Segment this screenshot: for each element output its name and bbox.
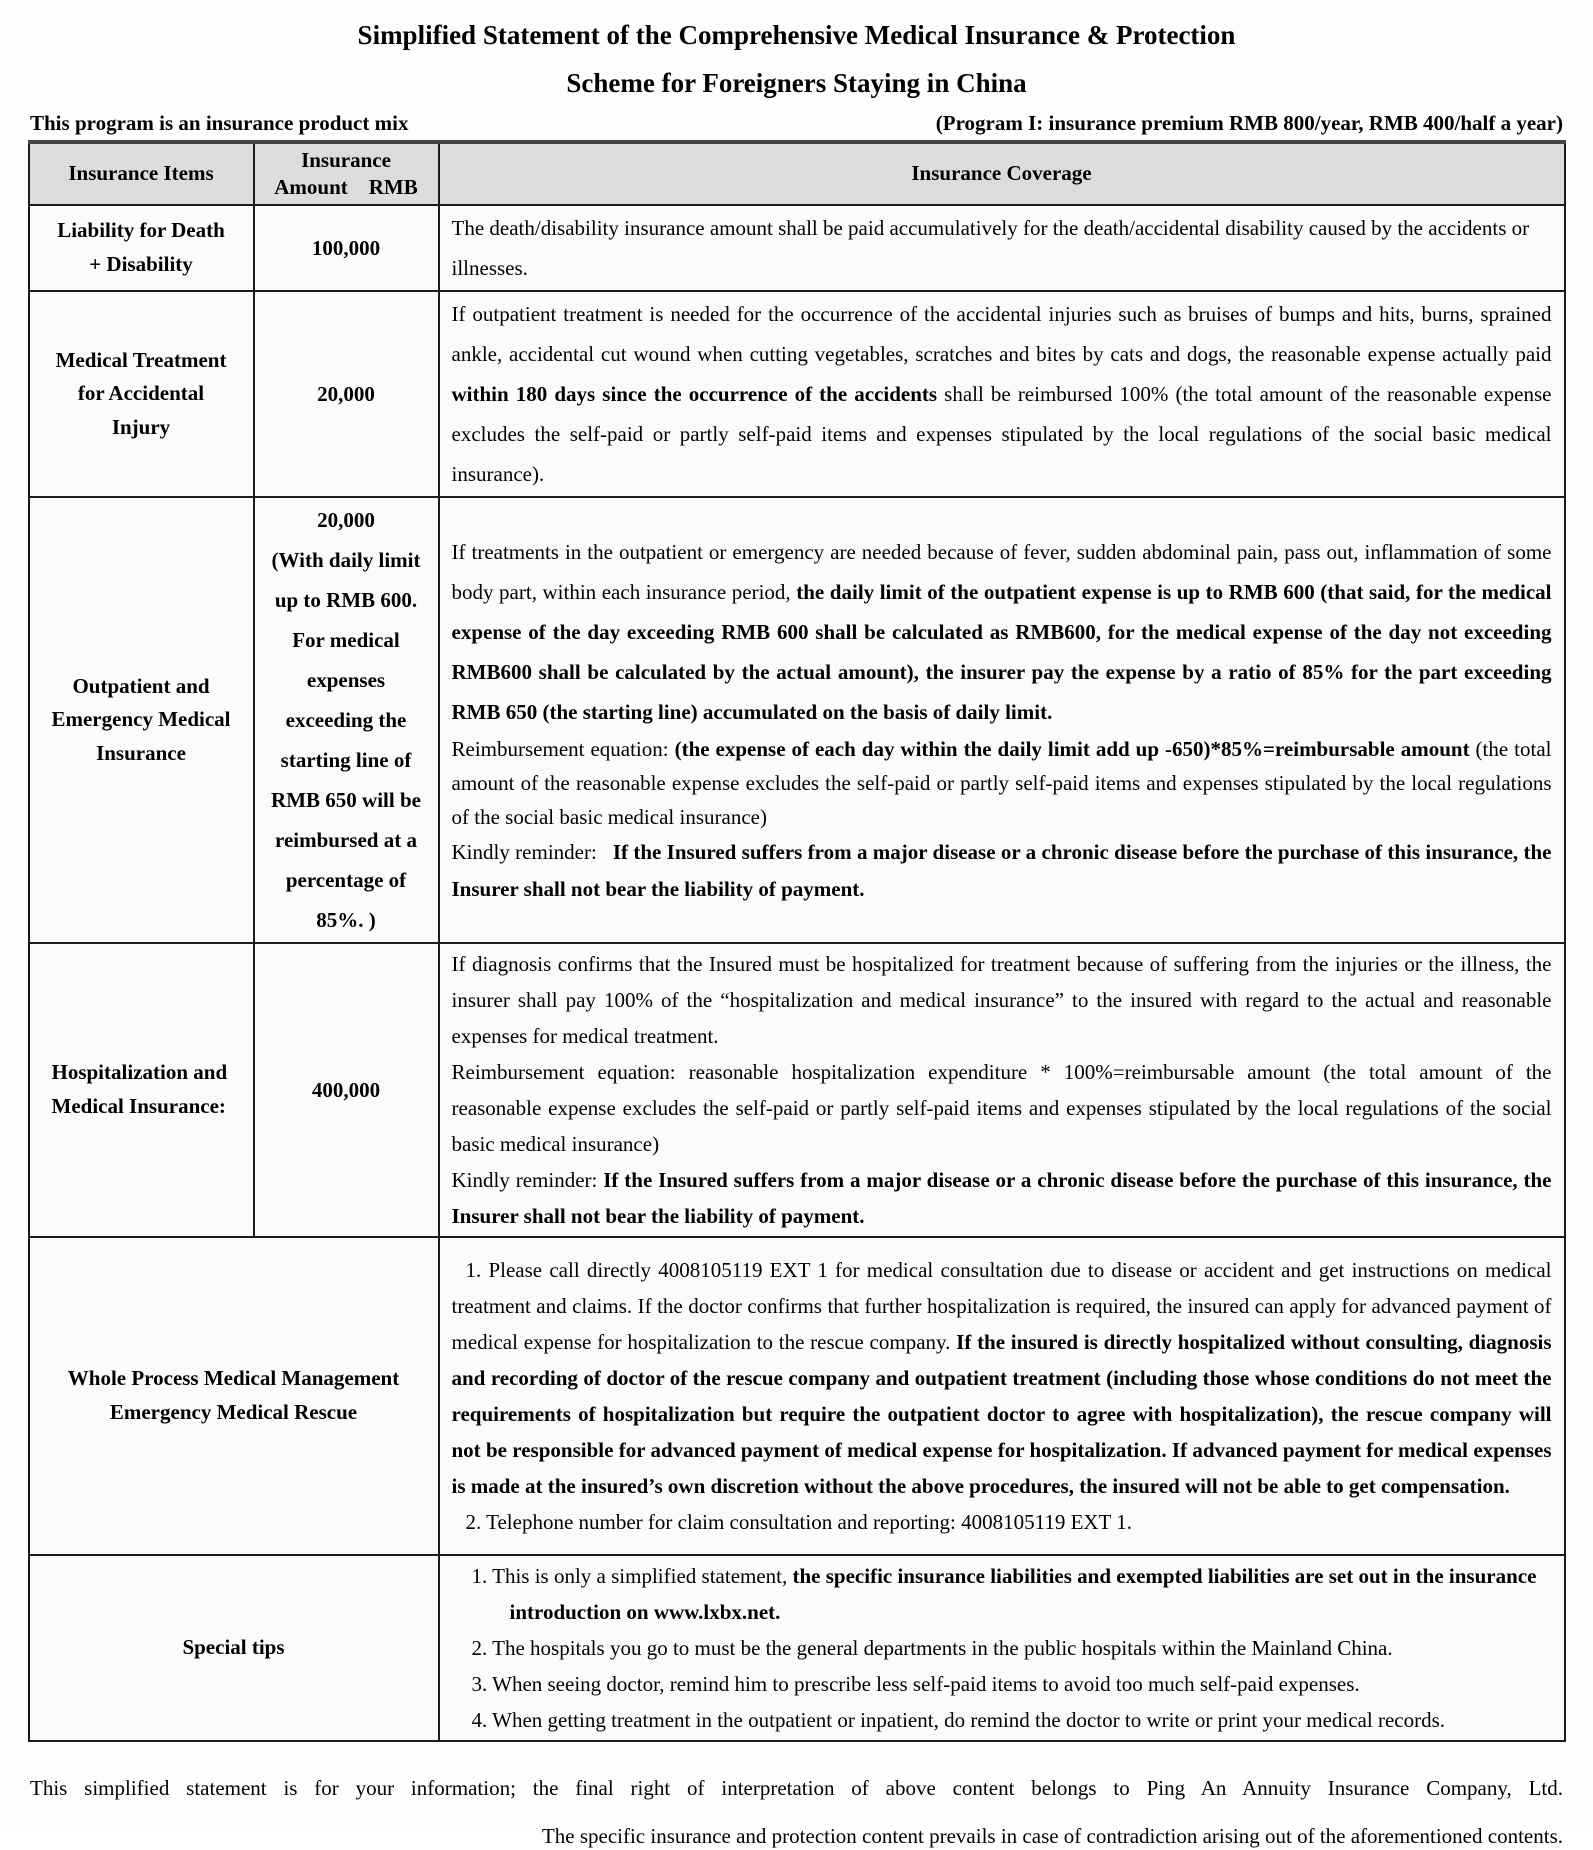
coverage-text: Reimbursement equation: — [451, 737, 675, 761]
insurance-item-line: Injury — [111, 414, 171, 439]
insurance-item-line: Outpatient and — [72, 673, 210, 698]
coverage-text: 1. This is only a simplified statement, — [471, 1564, 793, 1588]
coverage-paragraph — [452, 834, 1552, 908]
insurance-item-line: Special tips — [182, 1635, 285, 1660]
coverage-text-bold: If the Insured suffers from a major disease or a chronic disease before the purchase of this insurance, the Insurer shall not bear the liability of payment. — [451, 840, 1552, 901]
coverage-text-bold: the specific insurance liabilities and exempted liabilities are set out in the insurance introduction on www.lxbx.net. — [509, 1564, 1537, 1624]
insurance-item-cell — [29, 1555, 439, 1741]
program-right-label: (Program I: insurance premium RMB 800/year, RMB 400/half a year) — [935, 111, 1563, 135]
coverage-text-bold: within 180 days since the occurrence of the accidents — [451, 382, 938, 406]
insurance-amount-line: For medical — [292, 628, 400, 652]
coverage-text: 1. Please call directly 4008105119 EXT 1 for medical consultation due to disease or accident and get instructions on medical treatment and claims. If the doctor confirms that further hospitalization is required, the insured can apply for advanced payment of medical expense for hospitalization to the rescue company. — [451, 1258, 1552, 1354]
footer-disclaimer-line1: This simplified statement is for your information; the final right of interpretation of above content belongs to Ping An Annuity Insurance Company, Ltd. — [30, 1776, 1563, 1800]
coverage-text: If diagnosis confirms that the Insured must be hospitalized for treatment because of suffering from the injuries or the illness, the insurer shall pay 100% of the “hospitalization and medical insurance” to the insured with regard to the actual and reasonable expenses for medical treatment. — [451, 952, 1552, 1048]
program-line — [30, 110, 1563, 136]
coverage-text-bold: If the insured is directly hospitalized without consulting, diagnosis and recording of doctor of the rescue company and outpatient treatment (including those whose conditions do not meet the requirements of hospitalization but require the outpatient doctor to agree with hospitalization), the rescue company will not be responsible for advanced payment of medical expense for hospitalization. If advanced payment for medical expenses is made at the insured’s own discretion without the above procedures, the insured will not be able to get compensation. — [451, 1330, 1552, 1498]
coverage-paragraph — [452, 1054, 1552, 1162]
header-row — [29, 142, 1565, 205]
footer-disclaimer-line2: The specific insurance and protection content prevails in case of contradiction arising out of the aforementioned contents. — [541, 1824, 1563, 1848]
insurance-item-line: Medical Insurance: — [51, 1094, 226, 1118]
insurance-amount-line: 20,000 — [317, 382, 375, 406]
insurance-coverage-cell — [439, 205, 1565, 291]
insurance-amount-line: RMB 650 will be — [271, 788, 421, 812]
insurance-item-line: Emergency Medical Rescue — [109, 1400, 358, 1424]
coverage-paragraph — [452, 946, 1552, 1054]
insurance-amount-cell — [254, 205, 439, 291]
insurance-coverage-cell — [439, 497, 1565, 943]
table-row-medical-treatment-accidental-injury — [29, 291, 1565, 497]
document-title-line1: Simplified Statement of the Comprehensive Medical Insurance & Protection — [357, 20, 1236, 50]
insurance-amount-line: expenses — [306, 668, 386, 692]
insurance-amount-line: reimbursed at a — [275, 828, 417, 852]
coverage-text-bold: If the Insured suffers from a major disease or a chronic disease before the purchase of this insurance, the Insurer shall not bear the liability of payment. — [451, 1168, 1552, 1228]
insurance-amount-line: 20,000 — [317, 508, 375, 532]
document-title-line2: Scheme for Foreigners Staying in China — [566, 68, 1027, 98]
coverage-text: 2. The hospitals you go to must be the general departments in the public hospitals within the Mainland China. — [471, 1636, 1393, 1660]
insurance-item-cell — [29, 943, 254, 1237]
coverage-text-bold: (the expense of each day within the daily limit add up -650)*85%=reimbursable amount — [674, 737, 1470, 761]
insurance-item-line: Hospitalization and — [51, 1060, 228, 1085]
insurance-coverage-cell — [439, 1555, 1565, 1741]
insurance-amount-line: 400,000 — [311, 1078, 381, 1102]
insurance-amount-line: 85%. ) — [316, 908, 376, 932]
insurance-table — [28, 140, 1566, 1742]
coverage-paragraph — [452, 1504, 1552, 1540]
table-row-special-tips — [29, 1555, 1565, 1741]
header-insurance-coverage: Insurance Coverage — [439, 142, 1565, 205]
header-amount-line1: Insurance — [301, 147, 391, 172]
coverage-text: Reimbursement equation: reasonable hospitalization expenditure * 100%=reimbursable amount (the total amount of the reasonable expense excludes the self-paid or partly self-paid items and expenses stipulated by the local regulations of the social basic medical insurance) — [451, 1060, 1552, 1156]
insurance-amount-line: 100,000 — [311, 236, 381, 260]
insurance-table-body — [29, 205, 1565, 1741]
coverage-text: If outpatient treatment is needed for the occurrence of the accidental injuries such as bruises of bumps and hits, burns, sprained ankle, accidental cut wound when cutting vegetables, scratches and bites by cats and dogs, the reasonable expense actually paid — [451, 302, 1552, 366]
table-row-whole-process-medical-management-rescue — [29, 1237, 1565, 1555]
coverage-text: (the total amount of the reasonable expense excludes the self-paid or partly self-paid items and expenses stipulated by the local regulations of the social basic medical insurance) — [451, 737, 1552, 829]
insurance-item-line: for Accidental — [77, 381, 205, 406]
insurance-item-cell — [29, 1237, 439, 1555]
table-row-liability-death-disability — [29, 205, 1565, 291]
coverage-paragraph — [452, 1162, 1552, 1234]
insurance-amount-cell — [254, 497, 439, 943]
coverage-text: 2. Telephone number for claim consultation and reporting: 4008105119 EXT 1. — [465, 1510, 1133, 1534]
coverage-paragraph — [452, 208, 1552, 288]
header-amount-line2: Amount RMB — [274, 175, 418, 199]
coverage-paragraph — [452, 1252, 1552, 1504]
insurance-item-line: + Disability — [89, 252, 193, 276]
table-row-outpatient-emergency-medical-insurance — [29, 497, 1565, 943]
insurance-item-cell — [29, 291, 254, 497]
insurance-item-cell — [29, 205, 254, 291]
insurance-amount-cell — [254, 943, 439, 1237]
insurance-item-line: Insurance — [96, 740, 186, 765]
coverage-text: Kindly reminder: — [451, 1168, 604, 1192]
coverage-paragraph — [452, 294, 1552, 494]
coverage-paragraph — [452, 1702, 1552, 1738]
coverage-text: If treatments in the outpatient or emergency are needed because of fever, sudden abdominal pain, pass out, inflammation of some body part, within each insurance period, — [451, 540, 1552, 604]
coverage-text: 4. When getting treatment in the outpatient or inpatient, do remind the doctor to write or print your medical records. — [471, 1708, 1446, 1732]
insurance-coverage-cell — [439, 1237, 1565, 1555]
coverage-text: The death/disability insurance amount shall be paid accumulatively for the death/accidental disability caused by the accidents or illnesses. — [451, 216, 1530, 280]
insurance-amount-line: exceeding the — [285, 708, 407, 732]
header-insurance-amount — [254, 142, 439, 205]
coverage-text: shall be reimbursed 100% (the total amount of the reasonable expense excludes the self-paid or partly self-paid items and expenses stipulated by the local regulations of the social basic medical insurance). — [451, 382, 1552, 486]
insurance-coverage-cell — [439, 943, 1565, 1237]
insurance-item-line: Liability for Death — [57, 218, 225, 243]
insurance-amount-line: up to RMB 600. — [274, 588, 418, 612]
insurance-amount-cell — [254, 291, 439, 497]
insurance-coverage-cell — [439, 291, 1565, 497]
insurance-amount-line: percentage of — [285, 868, 407, 892]
insurance-amount-line: (With daily limit — [271, 548, 421, 572]
coverage-text-bold: the daily limit of the outpatient expense is up to RMB 600 (that said, for the medical expense of the day exceeding RMB 600 shall be calculated as RMB600, for the medical expense of the day not exceeding RMB600 shall be calculated by the actual amount), the insurer pay the expense by a ratio of 85% for the part exceeding RMB 650 (the starting line) accumulated on the basis of daily limit. — [451, 580, 1552, 724]
insurance-item-cell — [29, 497, 254, 943]
coverage-paragraph — [452, 1558, 1552, 1630]
insurance-item-line: Medical Treatment — [55, 347, 227, 372]
coverage-text: Kindly reminder: — [451, 840, 613, 864]
coverage-paragraph — [452, 1630, 1552, 1666]
header-insurance-items: Insurance Items — [29, 142, 254, 205]
coverage-paragraph — [452, 532, 1552, 732]
program-left-label: This program is an insurance product mix — [30, 111, 409, 135]
coverage-text: 3. When seeing doctor, remind him to prescribe less self-paid items to avoid too much self-paid expenses. — [471, 1672, 1360, 1696]
insurance-item-line: Emergency Medical — [51, 707, 231, 732]
table-row-hospitalization-medical-insurance — [29, 943, 1565, 1237]
insurance-table-header — [29, 142, 1565, 205]
coverage-paragraph — [452, 1666, 1552, 1702]
insurance-item-line: Whole Process Medical Management — [67, 1366, 400, 1391]
coverage-paragraph — [452, 732, 1552, 834]
insurance-amount-line: starting line of — [280, 748, 412, 772]
